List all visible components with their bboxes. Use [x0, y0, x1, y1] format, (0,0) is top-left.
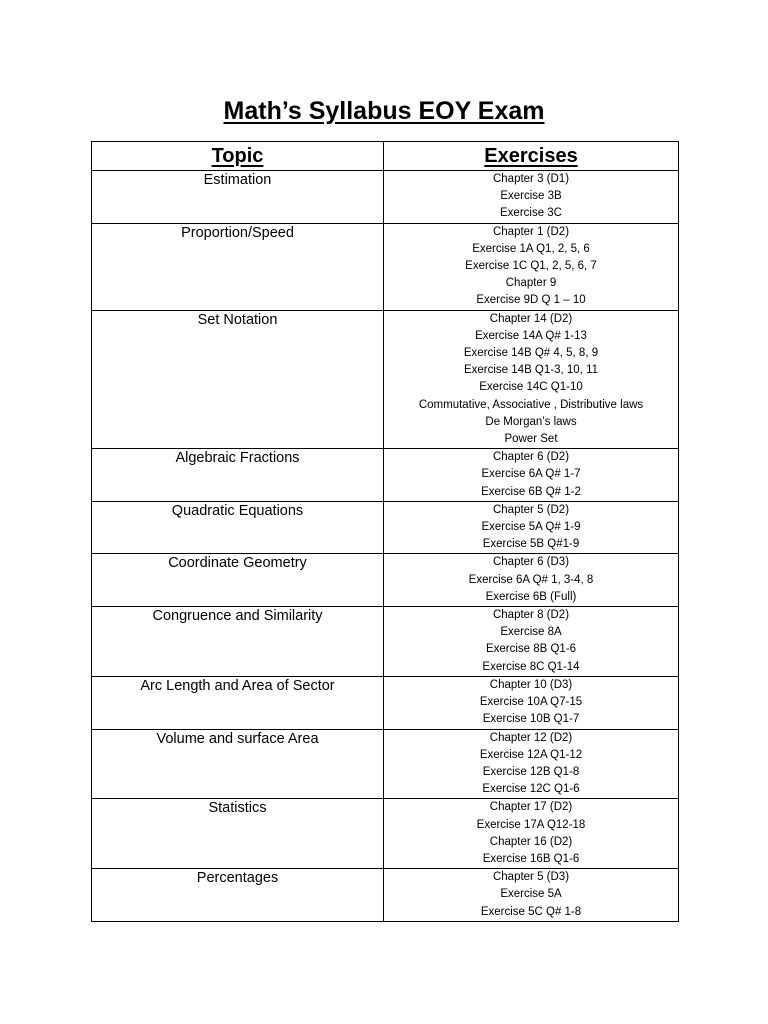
exercise-line: Exercise 14C Q1-10: [479, 381, 583, 394]
exercise-line: Exercise 8C Q1-14: [482, 660, 580, 673]
exercise-line: Exercise 14B Q# 4, 5, 8, 9: [463, 347, 599, 360]
exercises-cell: [384, 310, 679, 449]
table-row: [92, 729, 679, 799]
exercise-line: Chapter 1 (D2): [492, 225, 570, 238]
exercise-line: Exercise 5A Q# 1-9: [481, 521, 581, 534]
exercise-line: Exercise 1A Q1, 2, 5, 6: [472, 242, 590, 255]
exercise-line: Chapter 17 (D2): [489, 801, 573, 814]
table-row: [92, 554, 679, 607]
exercise-line: Chapter 5 (D2): [492, 503, 570, 516]
table-row: [92, 449, 679, 502]
topic-cell: Algebraic Fractions: [92, 449, 384, 502]
table-row: [92, 799, 679, 869]
exercises-cell: [384, 729, 679, 799]
table-row: [92, 676, 679, 729]
exercise-line: Chapter 5 (D3): [492, 871, 570, 884]
topic-column-header: Topic: [92, 142, 384, 171]
exercise-line: Exercise 14B Q1-3, 10, 11: [463, 364, 599, 377]
table-row: [92, 607, 679, 677]
topic-cell: Set Notation: [92, 310, 384, 449]
exercises-cell: [384, 554, 679, 607]
exercise-line: De Morgan’s laws: [485, 415, 577, 428]
exercise-line: Commutative, Associative , Distributive laws: [418, 398, 644, 411]
topic-cell: Volume and surface Area: [92, 729, 384, 799]
table-row: [92, 501, 679, 554]
exercise-line: Exercise 12A Q1-12: [479, 748, 583, 761]
exercise-line: Chapter 16 (D2): [489, 835, 573, 848]
table-row: [92, 171, 679, 224]
topic-cell: Statistics: [92, 799, 384, 869]
topic-cell: Estimation: [92, 171, 384, 224]
syllabus-table: [91, 141, 679, 922]
exercise-line: Exercise 9D Q 1 – 10: [476, 294, 586, 307]
exercises-cell: [384, 869, 679, 922]
exercise-line: Exercise 10A Q7-15: [479, 696, 583, 709]
exercise-line: Exercise 6B (Full): [485, 590, 577, 603]
exercise-line: Exercise 14A Q# 1-13: [475, 329, 587, 342]
exercises-cell: [384, 449, 679, 502]
table-row: [92, 223, 679, 310]
exercise-line: Chapter 9: [505, 277, 557, 290]
exercise-line: Exercise 8A: [500, 626, 562, 639]
exercise-line: Exercise 5A: [500, 888, 562, 901]
exercise-line: Exercise 1C Q1, 2, 5, 6, 7: [465, 260, 597, 273]
exercise-line: Exercise 17A Q12-18: [476, 818, 586, 831]
exercise-line: Chapter 8 (D2): [492, 609, 570, 622]
document-title: Math’s Syllabus EOY Exam: [223, 97, 545, 125]
exercises-cell: [384, 607, 679, 677]
topic-cell: Proportion/Speed: [92, 223, 384, 310]
topic-cell: Coordinate Geometry: [92, 554, 384, 607]
exercise-line: Exercise 3B: [500, 190, 562, 203]
exercise-line: Chapter 3 (D1): [492, 173, 570, 185]
exercise-line: Power Set: [504, 433, 558, 446]
table-header-row: [92, 142, 679, 171]
exercise-line: Chapter 6 (D2): [492, 451, 570, 464]
exercises-cell: [384, 223, 679, 310]
exercise-line: Exercise 6A Q# 1, 3-4, 8: [468, 573, 594, 586]
syllabus-table-body: [92, 171, 679, 922]
topic-cell: Congruence and Similarity: [92, 607, 384, 677]
exercise-line: Chapter 12 (D2): [489, 731, 573, 744]
table-row: [92, 869, 679, 922]
topic-cell: Percentages: [92, 869, 384, 922]
topic-cell: Arc Length and Area of Sector: [92, 676, 384, 729]
exercise-line: Exercise 5B Q#1-9: [482, 538, 580, 551]
exercise-line: Exercise 12B Q1-8: [482, 765, 580, 778]
exercises-cell: [384, 501, 679, 554]
exercise-line: Exercise 6B Q# 1-2: [481, 485, 581, 498]
exercise-line: Chapter 6 (D3): [492, 556, 570, 569]
topic-cell: Quadratic Equations: [92, 501, 384, 554]
exercise-line: Exercise 3C: [500, 207, 562, 220]
exercises-cell: [384, 171, 679, 224]
exercises-column-header: Exercises: [384, 142, 679, 171]
exercise-line: Exercise 16B Q1-6: [482, 852, 580, 865]
exercise-line: Chapter 10 (D3): [489, 678, 573, 691]
exercise-line: Exercise 12C Q1-6: [482, 783, 580, 796]
exercises-cell: [384, 799, 679, 869]
exercise-line: Exercise 10B Q1-7: [482, 713, 580, 726]
exercise-line: Exercise 5C Q# 1-8: [480, 905, 582, 918]
exercise-line: Exercise 6A Q# 1-7: [481, 468, 581, 481]
exercise-line: Chapter 14 (D2): [489, 312, 573, 325]
exercises-cell: [384, 676, 679, 729]
exercise-line: Exercise 8B Q1-6: [485, 643, 577, 656]
table-row: [92, 310, 679, 449]
